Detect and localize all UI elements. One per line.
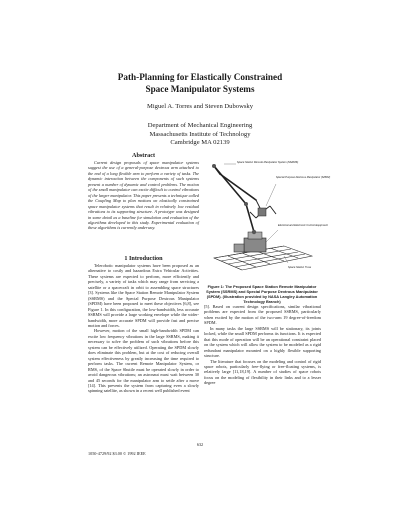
right-column [204, 304, 321, 386]
left-column [88, 263, 199, 394]
affiliation-line: Department of Mechanical Engineering [147, 122, 253, 129]
body-paragraph: However, motion of the small high-bandwidth SPDM can excite low frequency vibrations in the large SSRMS, making it necessary to solve the problem of such vibrations before this system can be effectively utilized. Operating the SPDM slowly does eliminate this problem, but at the cost of reducing overall system effectiveness by greatly increasing the time required to perform tasks. The current Remote Manipulator System, or RMS, of the Space Shuttle must be operated slowly in order to avoid dangerous vibrations; an astronaut must wait between 30 and 45 seconds for the manipulator arm to settle after a move [14]. This prevents the system from capturing even a slowly spinning satellite, as shown in a recent well published event [88, 328, 199, 394]
abstract-text: Current design proposals of space manipulator systems suggest the use of a general-purpose dextrous arm attached to the end of a long flexible arm to perform a variety of tasks. The dynamic interaction between the components of such systems present a number of dynamic and control problems. The motion of the small manipulator can excite difficult to control vibrations of the larger manipulator. This paper presents a technique called the Coupling Map to plan motions on elastically constrained space manipulator systems that result in relatively low residual vibrations to its supporting structure. A prototype was designed in some detail as a baseline for simulation and evaluation of the algorithms developed in this study. Experimental evaluation of these algorithms is currently underway. [88, 160, 199, 231]
body-paragraph: The literature that focuses on the modeling and control of rigid space robots, particularly free-flying or free-floating systems, is relatively large [11,18,19]. A number of studies of space robots focus on the modeling of flexibility in their links and to a lesser degree [204, 358, 321, 386]
authors: Miguel A. Torres and Steven Dubowsky [146, 103, 253, 110]
affiliation [40, 122, 360, 148]
figure-label: Space Station Remote Manipulator System (SSRMS) [237, 161, 299, 164]
figure-caption: Figure 1: The Proposed Space Station Remote Manipulator System (SSRMS) and Special Purpose Dextrous Manipulator (SPDM). (Illustration provided by NASA Langley Automation Technology Branch) [206, 284, 318, 304]
title-line-1: Path-Planning for Elastically Constrained [117, 72, 283, 82]
abstract-heading: Abstract [131, 152, 156, 159]
title-line-2: Space Manipulator Systems [145, 84, 255, 94]
figure-label: Electrical and Electronic Control Equipment [278, 224, 328, 227]
copyright-footer: 1050-4729/92 $3.00 © 1992 IEEE [88, 451, 146, 456]
figure-label: Special Purpose Dextrous Manipulator (SPDM) [276, 176, 331, 179]
body-paragraph: In many tasks the large SSRMS will be stationary, its joints locked, while the small SPDM performs its functions. It is expected that this mode of operation will be an operational constraint placed on the system which will allow the system to be modeled as a rigid redundant manipulator mounted on a highly flexible supporting structure. [204, 325, 321, 359]
body-paragraph: [5]. Based on current design specifications, similar vibrational problems are expected from the proposed SSRMS, particularly when excited by the motion of the two-arm 19 degree-of-freedom SPDM. [204, 304, 321, 326]
affiliation-line: Massachusetts Institute of Technology [149, 130, 251, 138]
body-paragraph: Telerobotic manipulator systems have been proposed as an alternative to costly and hazardous Extra Vehicular Activities. These systems are expected to perform, more efficiently and precisely, a variety of tasks which may range from servicing a satellite or a spacecraft in orbit to assembling space structures [3]. Systems like the Space Station Remote Manipulator System (SSRMS) and the Special Purpose Dextrous Manipulator (SPDM) have been proposed to meet these objectives [6,8], see Figure 1. In this configuration, the low-bandwidth, less accurate SSRMS will provide a large working envelope while the wider-bandwidth, more accurate SPDM will provide fast and precise motion and forces. [88, 263, 199, 328]
intro-heading: 1 Introduction [124, 255, 163, 262]
figure-1-illustration [204, 160, 331, 280]
page-number: 632 [196, 442, 204, 447]
affiliation-line: Cambridge MA 02139 [170, 139, 230, 147]
figure-label: Space Station Truss [288, 266, 312, 269]
paper-title [40, 71, 360, 95]
